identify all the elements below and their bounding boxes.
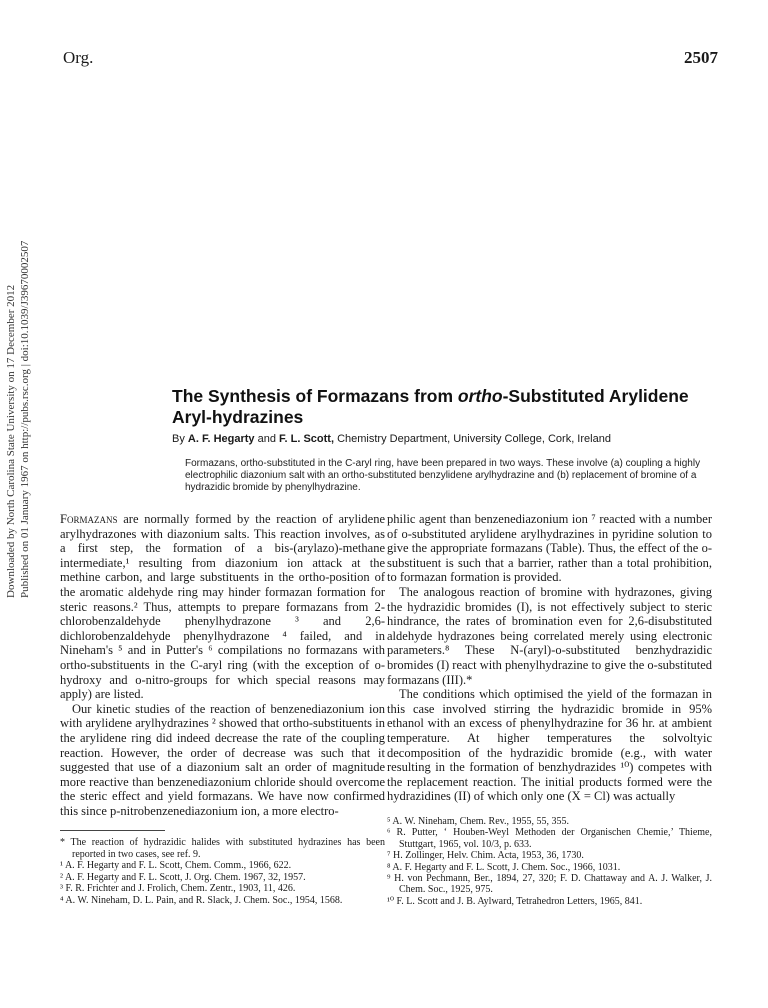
paragraph-1-text: are normally formed by the reaction of arylidene arylhydrazones with diazonium salts. This reaction involves, as a first step, the formation of a bis-(arylazo)-methane intermediate,¹ resulting from diazonium ion attack at the methine carbon, and large substituents in the ortho-position of the aromatic aldehyde ring may hinder formazan formation for steric reasons.² Thus, attempts to prepare formazans from 2-chlorobenzaldehyde phenylhydrazone ³ and 2,6-dichlorobenzaldehyde phenylhydrazone ⁴ failed, and in Nineham's ⁵ and in Putter's ⁶ compilations no formazans with ortho-substituents in the C-aryl ring (with the exception of o-hydroxy and o-nitro-groups for which special reasons may apply) are listed. — [60, 512, 385, 702]
title-part-2: -Substituted Arylidene Aryl-hydrazines — [172, 386, 689, 427]
footnote: ¹⁰ F. L. Scott and J. B. Aylward, Tetrahedron Letters, 1965, 841. — [387, 895, 643, 907]
watermark-line-1: Downloaded by North Carolina State University on 17 December 2012 — [5, 284, 17, 598]
affiliation: Chemistry Department, University College, Cork, Ireland — [334, 433, 611, 445]
abstract: Formazans, ortho-substituted in the C-aryl ring, have been prepared in two ways. These involve (a) coupling a highly electrophilic diazonium salt with an ortho-substituted benzylidene arylhydrazine and (b) replacement of bromine of a hydrazidic bromide by phenylhydrazine. — [185, 458, 701, 493]
footnote: ⁹ H. von Pechmann, Ber., 1894, 27, 320; F. D. Chattaway and A. J. Walker, J. Chem. Soc., 1925, 975. — [387, 872, 712, 896]
and-label: and — [254, 433, 280, 445]
footnote: ³ F. R. Frichter and J. Frolich, Chem. Zentr., 1903, 11, 426. — [60, 883, 296, 895]
paragraph-4: The analogous reaction of bromine with hydrazones, giving the hydrazidic bromides (I), is not effectively subject to steric hindrance, the rates of bromination even for 2,6-disubstituted aldehyde hydrazones being correlated merely using electronic parameters.⁸ These N-(aryl)-o-substituted benzhydrazidic bromides (I) react with phenylhydrazine to give the o-substituted formazans (III).* — [387, 584, 712, 687]
footnote: ² A. F. Hegarty and F. L. Scott, J. Org. Chem. 1967, 32, 1957. — [60, 871, 306, 883]
footnote: ⁶ R. Putter, ‘ Houben-Weyl Methoden der Organischen Chemie,’ Thieme, Stuttgart, 1965, vol. 10/3, p. 633. — [387, 827, 712, 850]
title-part-1: The Synthesis of Formazans from — [172, 386, 458, 406]
watermark-line-2: Published on 01 January 1967 on http://pubs.rsc.org | doi:10.1039/J39670002507 — [19, 240, 31, 598]
by-label: By — [172, 433, 188, 445]
paragraph-5: The conditions which optimised the yield of the formazan in this case involved stirring the hydrazidic bromide in 95% ethanol with an excess of phenylhydrazine for 36 hr. at ambient temperature. At higher temperatures the solvoltyic decomposition of the hydrazidic bromide (e.g., with water resulting in the formation of benzhydrazides ¹⁰) competes with the replacement reaction. The initial products formed were the hydrazidines (II) of which only one (X = Cl) was actually — [387, 687, 712, 804]
footnote-rule — [60, 830, 165, 831]
footnotes-right — [387, 816, 712, 907]
paragraph-2: Our kinetic studies of the reaction of benzenediazonium ion with arylidene arylhydrazines ² showed that ortho-substituents in the arylidene ring did indeed decrease the rate of the coupling reaction. However, the order of decrease was such that it suggested that use of a diazonium salt an order of magnitude more reactive than benzenediazonium chloride should overcome the steric effect and yield formazans. We have now confirmed this since p-nitrobenzenediazonium ion, a more electro- — [60, 701, 385, 818]
page-number: 2507 — [684, 48, 718, 67]
author-1: A. F. Hegarty — [187, 433, 255, 445]
footnote: ⁸ A. F. Hegarty and F. L. Scott, J. Chem. Soc., 1966, 1031. — [387, 861, 621, 873]
footnote: ⁷ H. Zollinger, Helv. Chim. Acta, 1953, 36, 1730. — [387, 850, 584, 862]
download-watermark — [3, 240, 35, 600]
left-column — [60, 512, 385, 906]
title-ortho: ortho — [457, 386, 503, 406]
footnote: ¹ A. F. Hegarty and F. L. Scott, Chem. Comm., 1966, 622. — [60, 860, 292, 872]
footnote: * The reaction of hydrazidic halides with substituted hydrazines has been reported in two cases, see ref. 9. — [60, 837, 385, 860]
paragraph-3: philic agent than benzenediazonium ion ⁷ reacted with a number of o-substituted arylidene arylhydrazines in pyridine solution to give the appropriate formazans (Table). Thus, the effect of the o-substituent is such that a barrier, rather than a total prohibition, to formazan formation is provided. — [387, 512, 712, 585]
footnote: ⁵ A. W. Nineham, Chem. Rev., 1955, 55, 355. — [387, 815, 569, 827]
footnote: ⁴ A. W. Nineham, D. L. Pain, and R. Slack, J. Chem. Soc., 1954, 1568. — [60, 894, 343, 906]
article-title — [172, 386, 732, 428]
paragraph-1 — [60, 512, 385, 702]
author-2: F. L. Scott, — [279, 433, 335, 445]
journal-name: Org. — [63, 48, 94, 67]
lead-word: Formazans — [60, 512, 118, 526]
right-column — [387, 512, 712, 907]
footnotes-left — [60, 837, 385, 905]
author-line — [172, 433, 732, 445]
